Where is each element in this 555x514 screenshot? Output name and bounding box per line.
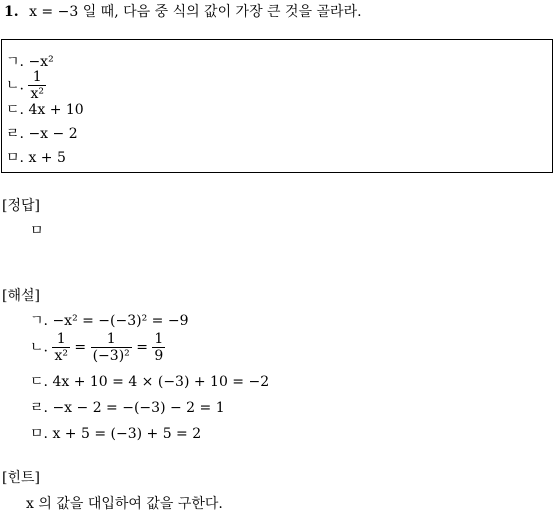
choice-marker: ㄴ.: [6, 77, 24, 94]
solution-marker: ㄴ.: [30, 339, 48, 356]
choice-item: [6, 151, 66, 165]
solution-label: [해설]: [2, 288, 40, 304]
equals-sign: =: [74, 339, 87, 356]
choice-item: [6, 127, 78, 141]
choices-box: [1, 39, 553, 173]
fraction-numerator: 1: [56, 331, 66, 347]
problem-statement: [4, 5, 362, 19]
solution-fraction: [152, 332, 165, 363]
fraction-denominator: x²: [30, 85, 44, 102]
fraction-numerator: 1: [154, 331, 164, 347]
solution-line: [30, 332, 165, 363]
solution-expression: x + 5 = (−3) + 5 = 2: [52, 426, 202, 442]
choice-item: [6, 103, 84, 117]
answer-value: ㅁ: [30, 223, 44, 239]
answer-label: [정답]: [2, 198, 40, 214]
fraction-numerator: 1: [106, 331, 116, 347]
choice-marker: ㄱ.: [6, 54, 24, 70]
choice-item: [6, 70, 46, 101]
solution-marker: ㄱ.: [30, 313, 48, 329]
fraction-denominator: 9: [154, 347, 164, 364]
solution-line: [30, 375, 269, 389]
choice-item: [6, 55, 54, 69]
choice-marker: ㄹ.: [6, 126, 24, 142]
solution-expression: −x − 2 = −(−3) − 2 = 1: [52, 400, 225, 416]
fraction-denominator: (−3)²: [92, 347, 130, 364]
choice-expression: 4x + 10: [28, 102, 84, 118]
solution-line: [30, 401, 225, 415]
fraction-numerator: 1: [32, 69, 42, 85]
problem-number: 1.: [4, 4, 19, 20]
solution-fraction: [52, 332, 70, 363]
solution-expression: −x² = −(−3)² = −9: [52, 313, 189, 329]
equals-sign: =: [136, 339, 148, 356]
choice-expression: −x²: [28, 54, 54, 70]
solution-fraction: [91, 332, 132, 363]
solution-line: [30, 427, 201, 441]
choice-fraction: [28, 70, 46, 101]
fraction-denominator: x²: [54, 347, 68, 364]
solution-expression: 4x + 10 = 4 × (−3) + 10 = −2: [52, 374, 270, 390]
solution-marker: ㄹ.: [30, 400, 48, 416]
choice-expression: −x − 2: [28, 126, 78, 142]
solution-marker: ㅁ.: [30, 426, 48, 442]
hint-label: [힌트]: [2, 470, 40, 486]
choice-expression: x + 5: [28, 150, 66, 166]
solution-line: [30, 314, 188, 328]
choice-marker: ㅁ.: [6, 150, 24, 166]
solution-marker: ㄷ.: [30, 374, 48, 390]
hint-text: x 의 값을 대입하여 값을 구한다.: [26, 496, 223, 512]
choice-marker: ㄷ.: [6, 102, 24, 118]
problem-text: x = −3 일 때, 다음 중 식의 값이 가장 큰 것을 골라라.: [29, 4, 362, 20]
